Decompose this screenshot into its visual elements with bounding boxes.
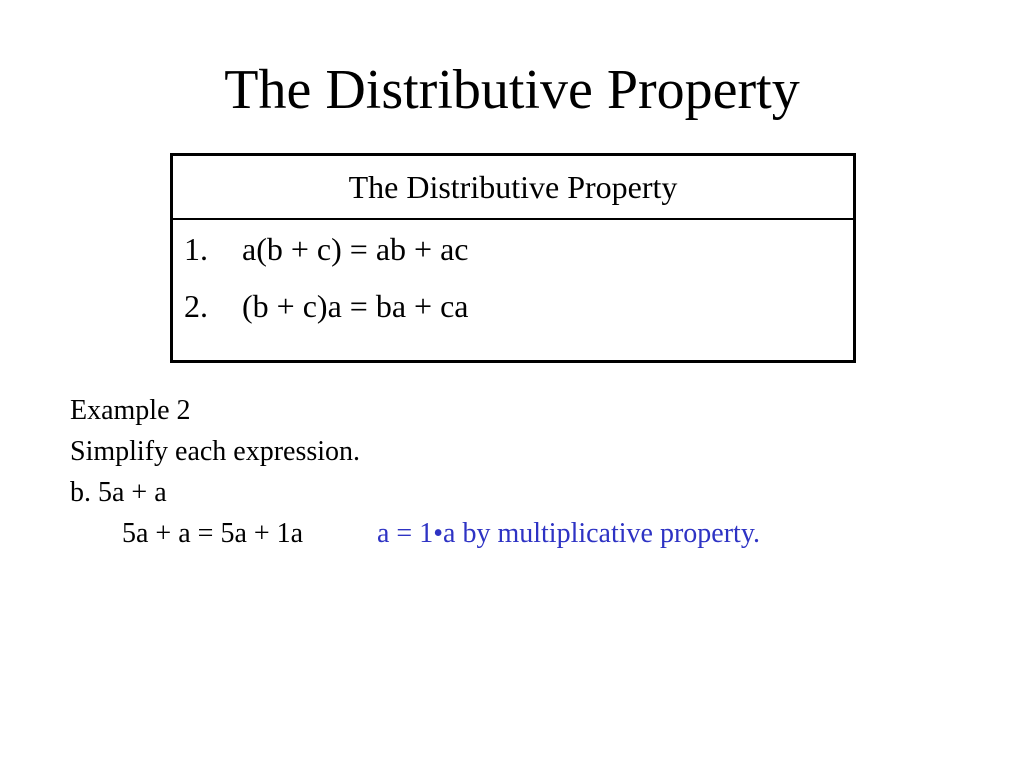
example-section <box>70 390 760 554</box>
property-number: 2. <box>184 288 208 324</box>
example-part: b. 5a + a <box>70 477 167 508</box>
property-expression: (b + c)a = ba + ca <box>242 288 469 324</box>
property-item <box>173 287 853 344</box>
property-number: 1. <box>184 231 208 267</box>
example-work-expression: 5a + a = 5a + 1a <box>122 518 304 549</box>
example-note: a = 1•a by multiplicative property. <box>377 518 761 549</box>
property-box-header: The Distributive Property <box>173 156 853 220</box>
property-list <box>173 220 853 344</box>
property-expression: a(b + c) = ab + ac <box>242 231 469 267</box>
property-item <box>173 230 853 287</box>
slide-title: The Distributive Property <box>224 59 800 121</box>
example-heading: Example 2 <box>70 395 191 426</box>
example-work-line <box>70 513 760 554</box>
property-box <box>170 153 856 363</box>
example-instruction: Simplify each expression. <box>70 436 361 467</box>
